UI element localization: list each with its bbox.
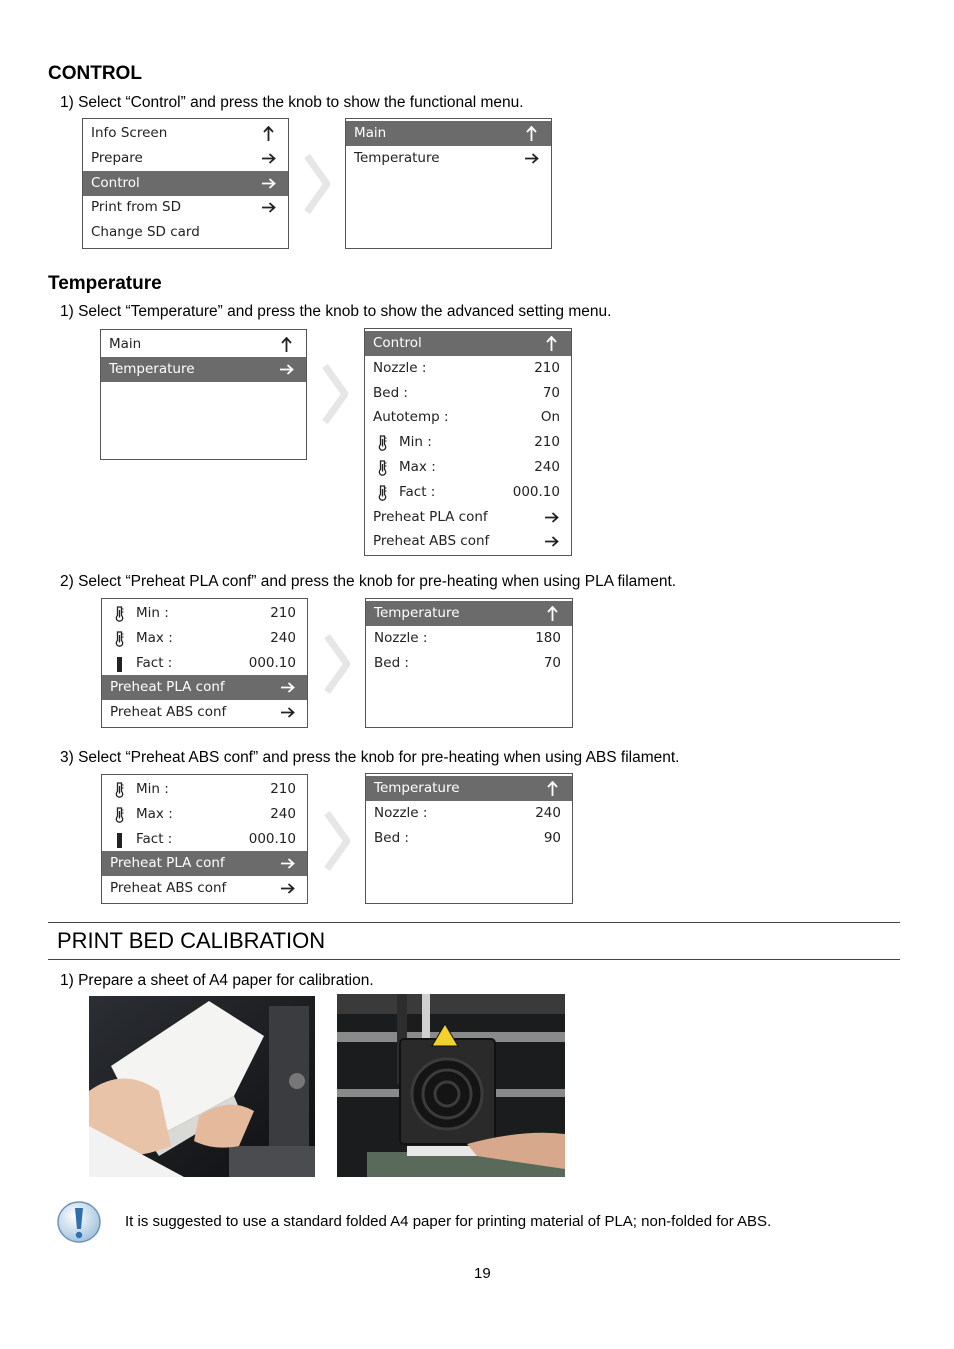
menu-item-label: Fact :: [136, 654, 173, 671]
menu-item-value: 70: [543, 654, 561, 671]
menu-preheat-pla-result: [365, 598, 573, 728]
right-arrow-icon: [281, 682, 295, 693]
photo-a4-paper: [89, 996, 315, 1177]
thermometer-icon: [377, 460, 388, 476]
menu-item-label: Control: [373, 335, 422, 351]
right-arrow-icon: [262, 153, 276, 164]
exclamation-icon: [56, 1200, 102, 1244]
menu-item-value: On: [540, 409, 560, 426]
right-arrow-icon: [281, 707, 295, 718]
menu-control-selection: [100, 329, 307, 460]
menu-preheat-abs-result: [365, 773, 573, 904]
menu-item[interactable]: [101, 332, 306, 357]
menu-item[interactable]: [365, 505, 571, 530]
menu-item-value: 210: [534, 434, 560, 451]
menu-item-label: Temperature: [109, 360, 195, 377]
section-rule-top: [48, 922, 900, 923]
menu-item-label: Main: [109, 336, 142, 352]
right-arrow-icon: [525, 153, 539, 164]
menu-item[interactable]: [102, 876, 307, 901]
right-arrow-icon: [262, 178, 276, 189]
menu-item-label: Bed :: [373, 384, 408, 401]
right-arrow-icon: [545, 536, 559, 547]
thermometer-icon: [377, 435, 388, 451]
right-arrow-icon: [281, 883, 295, 894]
menu-item-label: Bed :: [374, 654, 409, 671]
menu-item[interactable]: [102, 626, 307, 651]
menu-item[interactable]: [83, 195, 288, 220]
menu-item-label: Main: [354, 125, 387, 141]
menu-item[interactable]: [365, 405, 571, 430]
menu-item-value: 210: [270, 605, 296, 621]
menu-item-selected[interactable]: [101, 357, 306, 382]
menu-preheat-pla-select: [101, 598, 308, 728]
menu-item-label: Nozzle :: [374, 629, 428, 646]
menu-item[interactable]: [366, 826, 572, 851]
temperature-step-3: 3) Select “Preheat ABS conf” and press the knob for pre-heating when using ABS filament.: [60, 749, 680, 766]
menu-item-label: Preheat PLA conf: [110, 679, 225, 696]
menu-item[interactable]: [102, 777, 307, 802]
menu-item-value: 000.10: [512, 483, 560, 500]
control-heading: CONTROL: [48, 63, 142, 84]
menu-item-selected[interactable]: [365, 331, 571, 356]
menu-item-label: Prepare: [91, 149, 143, 166]
menu-item-label: Change SD card: [91, 224, 200, 241]
thermometer-filled-icon: [114, 832, 125, 848]
photo-print-head: [337, 994, 565, 1177]
menu-item[interactable]: [366, 651, 572, 676]
menu-control-list: [345, 118, 552, 249]
menu-item-label: Preheat PLA conf: [373, 508, 488, 525]
thermometer-icon: [114, 782, 125, 798]
menu-item-label: Preheat ABS conf: [110, 880, 227, 897]
menu-item[interactable]: [365, 356, 571, 381]
menu-item[interactable]: [366, 626, 572, 651]
chevron-right-icon: [304, 154, 330, 214]
menu-item[interactable]: [366, 801, 572, 826]
menu-item-selected[interactable]: [83, 171, 288, 196]
menu-item-value: 210: [534, 359, 560, 376]
right-arrow-icon: [545, 512, 559, 523]
up-arrow-icon: [547, 606, 558, 621]
right-arrow-icon: [281, 858, 295, 869]
menu-item-value: 240: [270, 629, 296, 646]
menu-item[interactable]: [102, 601, 307, 626]
menu-item-label: Min :: [136, 781, 169, 797]
menu-item-label: Temperature: [374, 605, 460, 621]
menu-item-selected[interactable]: [346, 121, 551, 146]
calibration-step-1: 1) Prepare a sheet of A4 paper for calibration.: [60, 972, 374, 989]
thermometer-icon: [114, 807, 125, 823]
menu-item-label: Print from SD: [91, 199, 182, 216]
menu-item-label: Preheat PLA conf: [110, 855, 225, 872]
menu-item[interactable]: [102, 827, 307, 852]
menu-item-label: Min :: [136, 605, 169, 621]
temperature-step-2: 2) Select “Preheat PLA conf” and press the knob for pre-heating when using PLA filament.: [60, 573, 677, 590]
menu-item[interactable]: [365, 480, 571, 505]
menu-item-label: Max :: [136, 805, 173, 822]
page-number: 19: [474, 1265, 491, 1282]
menu-item-label: Autotemp :: [373, 409, 449, 426]
up-arrow-icon: [526, 126, 537, 141]
menu-item[interactable]: [83, 220, 288, 245]
menu-item-label: Preheat ABS conf: [373, 533, 490, 550]
thermometer-icon: [114, 606, 125, 622]
menu-item-value: 240: [534, 459, 560, 475]
menu-item[interactable]: [102, 802, 307, 827]
menu-item-label: Nozzle :: [373, 359, 427, 376]
thermometer-icon: [377, 485, 388, 501]
menu-item-label: Max :: [136, 629, 173, 646]
up-arrow-icon: [263, 126, 274, 141]
menu-item-label: Nozzle :: [374, 804, 428, 821]
menu-item-label: Max :: [399, 459, 436, 475]
calibration-note: It is suggested to use a standard folded A4 paper for printing material of PLA; non-folded for ABS.: [125, 1213, 772, 1230]
menu-item-value: 240: [270, 805, 296, 822]
menu-item[interactable]: [365, 455, 571, 480]
menu-item-value: 180: [535, 629, 561, 646]
right-arrow-icon: [262, 202, 276, 213]
control-step-1: 1) Select “Control” and press the knob to show the functional menu.: [60, 94, 524, 111]
menu-item-label: Fact :: [399, 483, 436, 500]
chevron-right-icon: [324, 634, 350, 694]
up-arrow-icon: [546, 336, 557, 351]
menu-item-selected[interactable]: [102, 851, 307, 876]
right-arrow-icon: [280, 364, 294, 375]
temperature-step-1: 1) Select “Temperature” and press the knob to show the advanced setting menu.: [60, 303, 612, 320]
temperature-heading: Temperature: [48, 273, 162, 294]
section-rule-bottom: [48, 959, 900, 960]
menu-item-selected[interactable]: [366, 601, 572, 626]
menu-item[interactable]: [102, 700, 307, 725]
menu-item-label: Bed :: [374, 829, 409, 846]
menu-item-label: Temperature: [354, 149, 440, 166]
menu-item[interactable]: [346, 146, 551, 171]
menu-item-value: 000.10: [248, 830, 296, 847]
chevron-right-icon: [324, 811, 350, 871]
menu-temperature-settings: [364, 328, 572, 556]
menu-item-label: Info Screen: [91, 125, 168, 141]
menu-item[interactable]: [102, 651, 307, 676]
menu-item[interactable]: [83, 146, 288, 171]
menu-item-selected[interactable]: [366, 776, 572, 801]
chevron-right-icon: [322, 364, 348, 424]
thermometer-icon: [114, 631, 125, 647]
menu-item-value: 000.10: [248, 654, 296, 671]
menu-item-value: 210: [270, 781, 296, 797]
calibration-heading: PRINT BED CALIBRATION: [57, 928, 326, 953]
menu-item[interactable]: [365, 529, 571, 554]
menu-item[interactable]: [365, 430, 571, 455]
menu-item-value: 70: [542, 384, 560, 401]
up-arrow-icon: [547, 781, 558, 796]
menu-main-list: [82, 118, 289, 249]
menu-item-label: Preheat ABS conf: [110, 704, 227, 721]
menu-item-label: Min :: [399, 434, 432, 451]
menu-item-label: Temperature: [374, 780, 460, 796]
menu-item[interactable]: [83, 121, 288, 146]
menu-item-value: 240: [535, 804, 561, 821]
menu-item[interactable]: [365, 381, 571, 406]
up-arrow-icon: [281, 337, 292, 352]
menu-preheat-abs-select: [101, 774, 308, 904]
thermometer-filled-icon: [114, 656, 125, 672]
menu-item-label: Fact :: [136, 830, 173, 847]
menu-item-label: Control: [91, 174, 140, 191]
menu-item-value: 90: [543, 829, 561, 846]
menu-item-selected[interactable]: [102, 675, 307, 700]
